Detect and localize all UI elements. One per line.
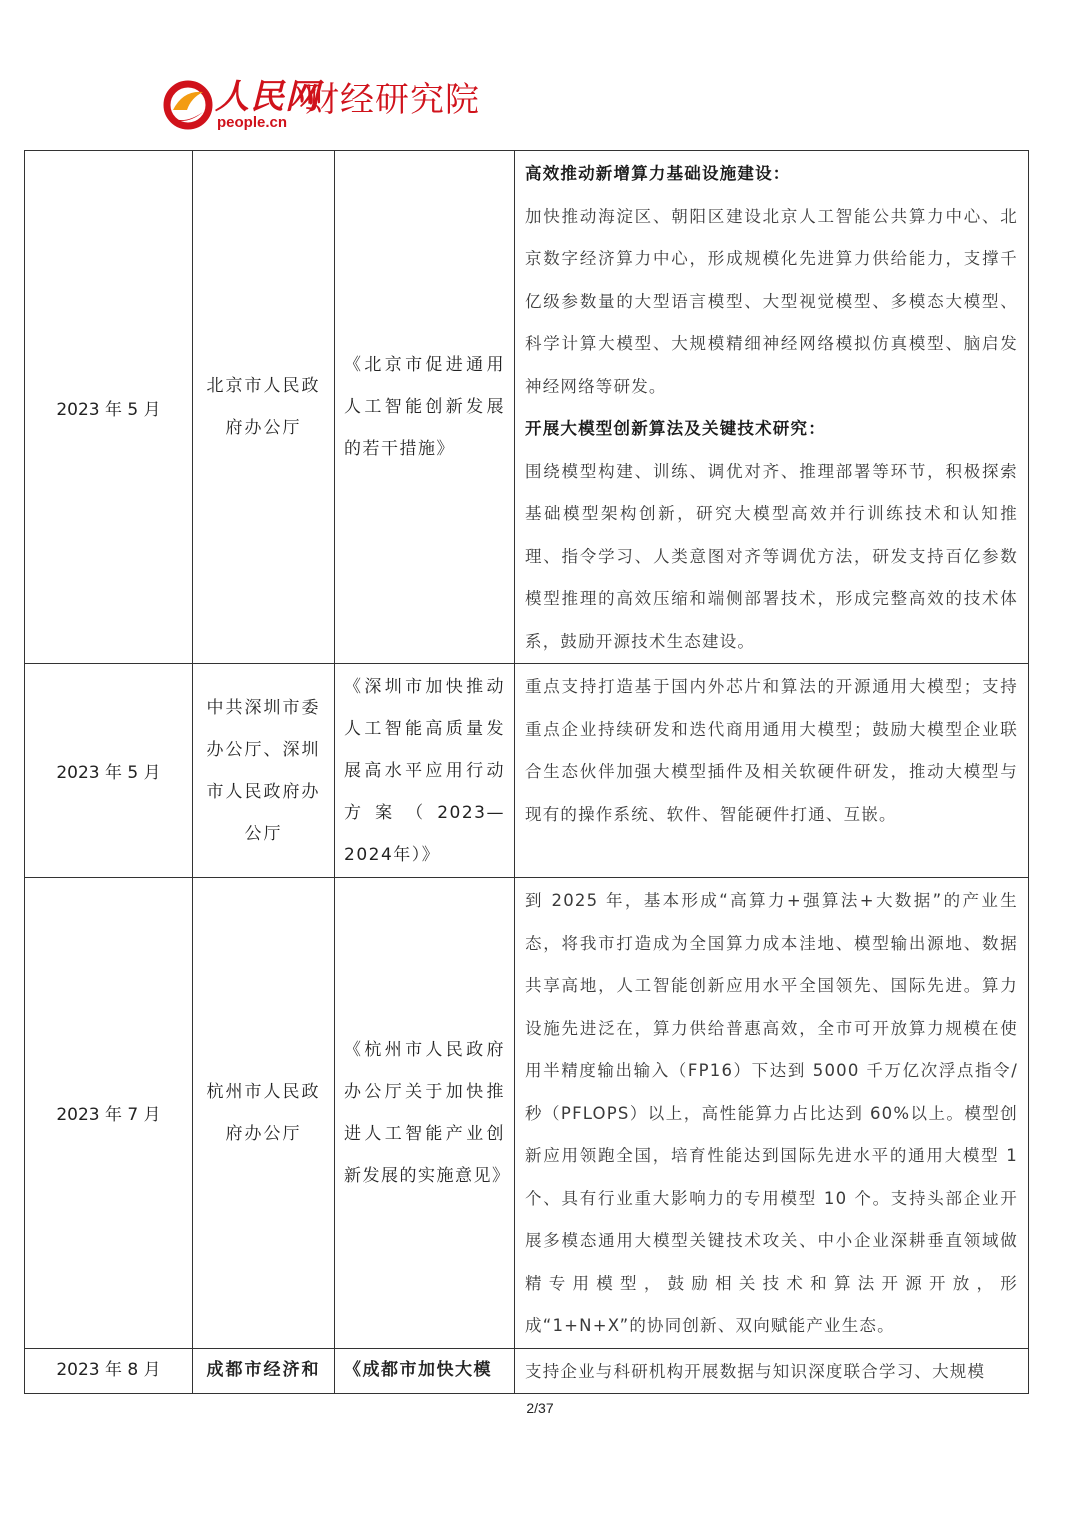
release-date: 2023 年 7 月: [25, 878, 193, 1349]
policy-table: [24, 150, 1029, 1394]
content-paragraph: 围绕模型构建、训练、调优对齐、推理部署等环节，积极探索基础模型架构创新，研究大模型高效并行训练技术和认知推理、指令学习、人类意图对齐等调优方法，研发支持百亿参数模型推理的高效压缩和端侧部署技术，形成完整高效的技术体系，鼓励开源技术生态建设。: [525, 461, 1018, 651]
release-date: 2023 年 5 月: [25, 664, 193, 878]
table-row: [25, 151, 1029, 664]
table-row: [25, 664, 1029, 878]
policy-title: 《深圳市加快推动人工智能高质量发展高水平应用行动方案（2023—2024年）》: [335, 664, 515, 878]
content-paragraph: 到 2025 年，基本形成“高算力+强算法+大数据”的产业生态，将我市打造成为全国算力成本洼地、模型输出源地、数据共享高地，人工智能创新应用水平全国领先、国际先进。算力设施先进泛在，算力供给普惠高效，全市可开放算力规模在使用半精度输出输入（FP16）下达到 5000 千万亿次浮点指令/秒（PFLOPS）以上，高性能算力占比达到 60%以上。模型创新应用领跑全国，培育性能达到国际先进水平的通用大模型 1 个、具有行业重大影响力的专用模型 10 个。支持头部企业开展多模态通用大模型关键技术攻关、中小企业深耕垂直领域做精专用模型，鼓励相关技术和算法开源开放，形成“1+N+X”的协同创新、双向赋能产业生态。: [525, 891, 1018, 1335]
issuing-agency: 北京市人民政府办公厅: [193, 151, 335, 664]
table-row: [25, 878, 1029, 1349]
policy-content: [515, 878, 1029, 1349]
content-paragraph: 支持企业与科研机构开展数据与知识深度联合学习、大规模: [525, 1361, 986, 1381]
release-date: 2023 年 5 月: [25, 151, 193, 664]
policy-content: [515, 1348, 1029, 1394]
content-heading: 高效推动新增算力基础设施建设：: [525, 164, 791, 183]
policy-title: 《杭州市人民政府办公厅关于加快推进人工智能产业创新发展的实施意见》: [335, 878, 515, 1349]
issuing-agency: 杭州市人民政府办公厅: [193, 878, 335, 1349]
policy-title: 《成都市加快大模: [335, 1348, 515, 1394]
policy-title: 《北京市促进通用人工智能创新发展的若干措施》: [335, 151, 515, 664]
logo-text-en: people.cn: [217, 114, 288, 131]
release-date: 2023 年 8 月: [25, 1348, 193, 1394]
policy-content: [515, 664, 1029, 878]
policy-content: [515, 151, 1029, 664]
table-row: [25, 1348, 1029, 1394]
institute-name: 财经研究院: [305, 80, 480, 120]
logo-text-cn: 人民网: [215, 77, 320, 117]
content-heading: 开展大模型创新算法及关键技术研究：: [525, 419, 826, 438]
issuing-agency: 中共深圳市委办公厅、深圳市人民政府办公厅: [193, 664, 335, 878]
content-paragraph: 重点支持打造基于国内外芯片和算法的开源通用大模型；支持重点企业持续研发和迭代商用通用大模型；鼓励大模型企业联合生态伙伴加强大模型插件及相关软硬件研发，推动大模型与现有的操作系统、软件、智能硬件打通、互嵌。: [525, 677, 1018, 824]
people-logo-icon: [163, 80, 213, 130]
page-number: 2/37: [526, 1400, 554, 1416]
content-paragraph: 加快推动海淀区、朝阳区建设北京人工智能公共算力中心、北京数字经济算力中心，形成规模化先进算力供给能力，支撑千亿级参数量的大型语言模型、大型视觉模型、多模态大模型、科学计算大模型、大规模精细神经网络模拟仿真模型、脑启发神经网络等研发。: [525, 206, 1018, 396]
issuing-agency: 成都市经济和: [193, 1348, 335, 1394]
